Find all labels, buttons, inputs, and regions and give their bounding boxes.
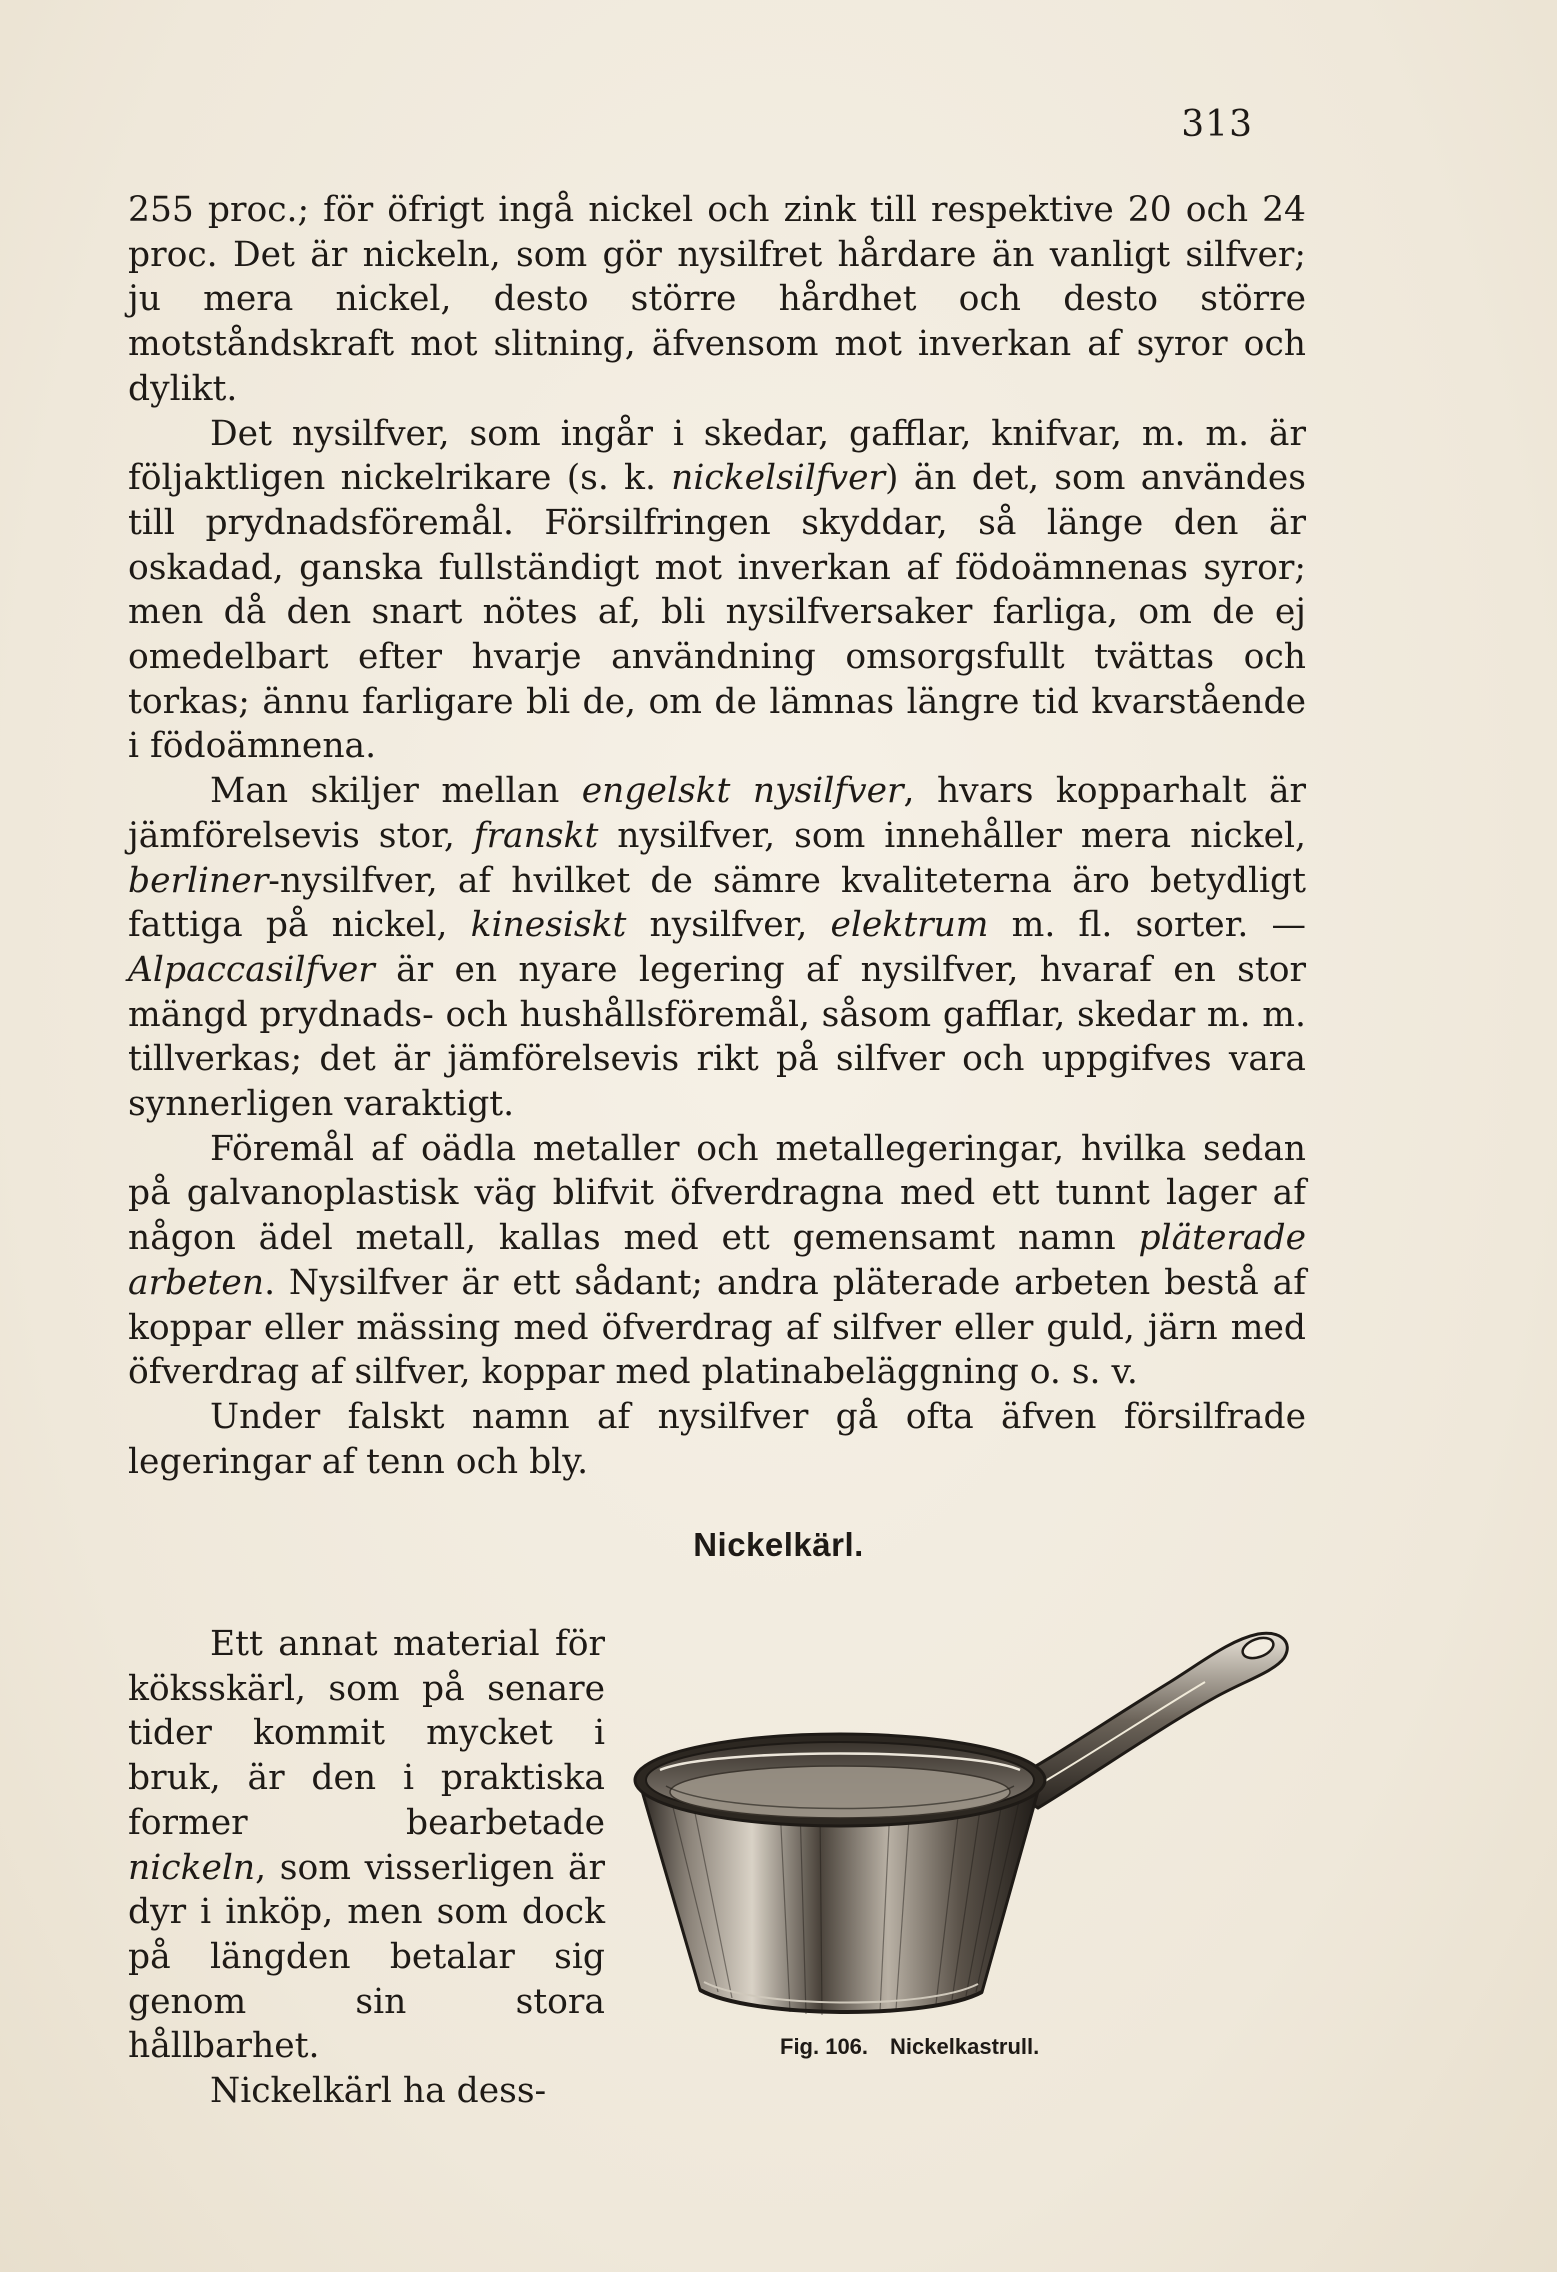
- text-run: ) än det, som användes till prydnadsföremål. Försilfringen skyddar, så länge den är oskadad, ganska fullständigt mot inverkan af födoämnenas syror; men då den snart nötes af, bli nysilfversaker farliga, om de ej omedelbart efter hvarje användning omsorgsfullt tvättas och torkas; ännu farligare bli de, om de lämnas längre tid kvarstående i födoämnena.: [128, 458, 1306, 767]
- text-run: nysilfver,: [626, 905, 831, 946]
- paragraph: [128, 2069, 605, 2114]
- pot-rim: [635, 1734, 1045, 1826]
- paragraph: [128, 1127, 1306, 1395]
- text-run: Under falskt namn af nysilfver gå ofta äfven försilfrade legeringar af tenn och bly.: [128, 1396, 1306, 1482]
- text-run: m. fl. sorter. —: [988, 905, 1306, 946]
- text-run: nysilfver, som innehåller mera nickel,: [598, 815, 1306, 856]
- text-run: , som visserligen är dyr i inköp, men som dock på längden betalar sig genom sin stora hållbarhet.: [128, 1847, 605, 2067]
- figure-number: Fig. 106.: [780, 2034, 869, 2059]
- text-run: 255 proc.; för öfrigt ingå nickel och zink till respektive 20 och 24 proc. Det är nickeln, som gör nysilfret hårdare än vanligt silfver; ju mera nickel, desto större hårdhet och desto större motståndskraft mot slitning, äfvensom mot inverkan af syror och dylikt.: [128, 190, 1306, 409]
- text-run: är en nyare legering af nysilfver, hvaraf en stor mängd prydnads- och hushållsföremål, såsom gafflar, skedar m. m. tillverkas; det är jämförelsevis rikt på silfver och uppgifves vara synnerligen varaktigt.: [128, 949, 1306, 1125]
- paragraph: [128, 412, 1306, 770]
- body-text: [128, 188, 1306, 1484]
- paragraph: [128, 188, 1306, 412]
- text-run: Nickelkärl ha dess-: [210, 2071, 547, 2112]
- italic-term: Alpaccasilfver: [128, 949, 375, 990]
- paragraph: [128, 769, 1306, 1127]
- text-run: -nysilfver, af hvilket de sämre kvaliteterna äro betydligt fattiga på nickel,: [128, 860, 1306, 946]
- saucepan-illustration: [630, 1620, 1330, 2040]
- italic-term: pläterade arbeten: [128, 1218, 1306, 1303]
- paragraph: [128, 1622, 605, 2069]
- text-run: Ett annat material för köksskärl, som på senare tider kommit mycket i bruk, är den i praktiska former bearbetade: [128, 1624, 605, 1843]
- text-run: , hvars kopparhalt är jämförelsevis stor,: [128, 771, 1306, 856]
- italic-term: kinesiskt: [470, 905, 627, 946]
- figure-title: Nickelkastrull.: [890, 2034, 1040, 2059]
- text-run: Man skiljer mellan: [210, 771, 582, 812]
- italic-term: engelskt nysilfver: [581, 771, 904, 812]
- italic-term: nickelsilfver: [671, 458, 886, 499]
- italic-term: nickeln: [128, 1847, 256, 1888]
- italic-term: franskt: [473, 815, 599, 856]
- page-number: 313: [1181, 104, 1253, 145]
- italic-term: elektrum: [830, 905, 989, 946]
- figure-caption: [780, 2034, 1039, 2060]
- side-text-column: [128, 1622, 605, 2114]
- text-run: Det nysilfver, som ingår i skedar, gafflar, knifvar, m. m. är följaktligen nickelrikare (s. k.: [128, 413, 1306, 499]
- text-run: . Nysilfver är ett sådant; andra pläterade arbeten bestå af koppar eller mässing med öfverdrag af silfver eller guld, järn med öfverdrag af silfver, koppar med platinabeläggning o. s. v.: [128, 1262, 1306, 1393]
- italic-term: berliner: [128, 860, 269, 901]
- section-heading: Nickelkärl.: [693, 1526, 864, 1563]
- text-run: Föremål af oädla metaller och metallegeringar, hvilka sedan på galvanoplastisk väg blifvit öfverdragna med ett tunnt lager af någon ädel metall, kallas med ett gemensamt namn: [128, 1128, 1306, 1259]
- paragraph: [128, 1395, 1306, 1484]
